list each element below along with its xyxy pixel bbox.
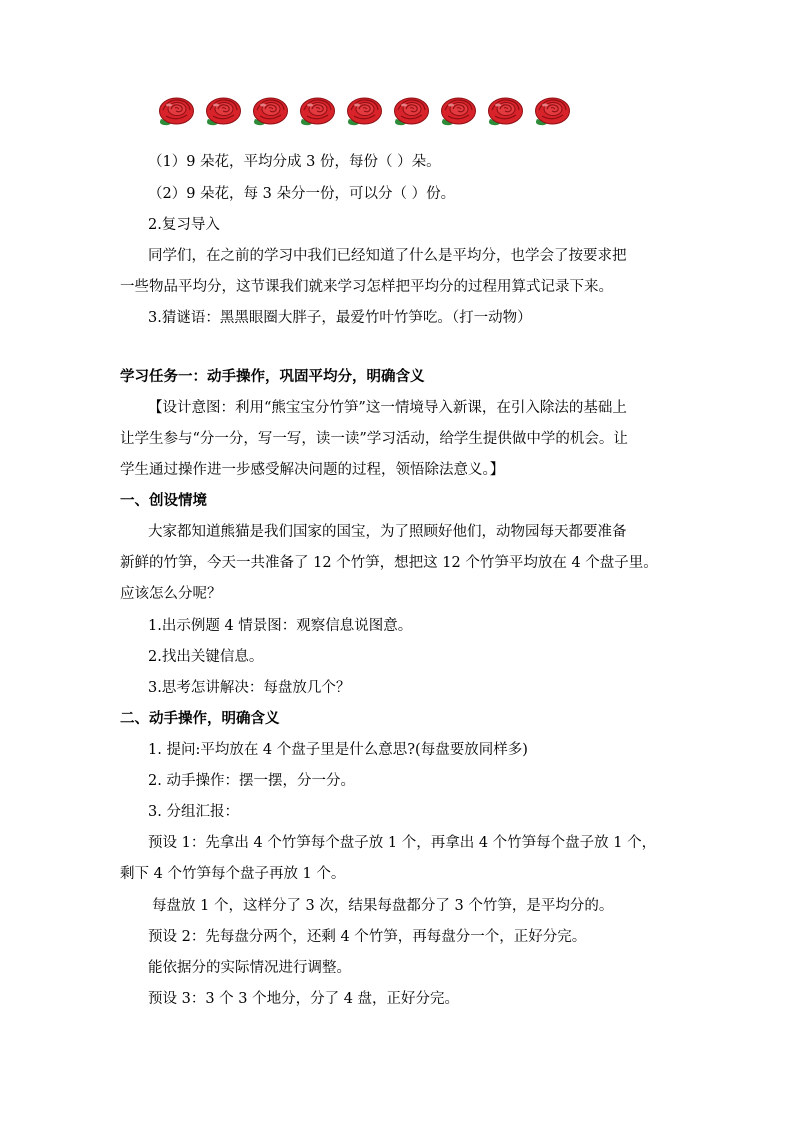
section1-paragraph-line-3: 应该怎么分呢？ [120, 586, 222, 602]
section2-step-3: 3. 分组汇报： [148, 804, 239, 820]
section2-step-2: 2. 动手操作：摆一摆，分一分。 [148, 773, 355, 789]
review-paragraph-line-1: 同学们，在之前的学习中我们已经知道了什么是平均分，也学会了按要求把 [148, 248, 627, 264]
riddle: 3.猜谜语：黑黑眼圈大胖子，最爱竹叶竹笋吃。（打一动物） [148, 310, 532, 326]
adjust-note: 能依据分的实际情况进行调整。 [148, 960, 351, 976]
task1-title: 学习任务一：动手操作，巩固平均分，明确含义 [120, 368, 425, 385]
review-heading: 2.复习导入 [148, 217, 220, 233]
rose-icon [252, 95, 289, 127]
rose-icon [346, 95, 383, 127]
rose-icon [487, 95, 524, 127]
design-intent-line-3: 学生通过操作进一步感受解决问题的过程，领悟除法意义。】 [120, 462, 505, 478]
rose-icon [534, 95, 571, 127]
section1-step-3: 3.思考怎讲解决：每盘放几个？ [148, 680, 351, 696]
rose-icon [205, 95, 242, 127]
preset-1-line-2: 剩下 4 个竹笋每个盘子再放 1 个。 [120, 866, 346, 882]
section2-step-1: 1. 提问:平均放在 4 个盘子里是什么意思?(每盘要放同样多) [148, 742, 528, 758]
preset-2: 预设 2：先每盘分两个，还剩 4 个竹笋，再每盘分一个，正好分完。 [148, 929, 587, 945]
rose-icon [158, 95, 195, 127]
rose-icon [440, 95, 477, 127]
rose-row [158, 95, 578, 129]
section1-paragraph-line-2: 新鲜的竹笋，今天一共准备了 12 个竹笋，想把这 12 个竹笋平均放在 4 个盘子里。 [120, 555, 658, 571]
design-intent-line-1: 【设计意图：利用“熊宝宝分竹笋”这一情境导入新课，在引入除法的基础上 [148, 400, 627, 416]
warmup-question-1: （1）9 朵花，平均分成 3 份，每份（ ）朵。 [148, 154, 441, 170]
section1-heading: 一、创设情境 [120, 492, 207, 509]
section2-heading: 二、动手操作，明确含义 [120, 710, 280, 727]
preset-1-line-3: 每盘放 1 个，这样分了 3 次，结果每盘都分了 3 个竹笋，是平均分的。 [152, 898, 614, 914]
section1-step-2: 2.找出关键信息。 [148, 649, 264, 665]
warmup-question-2: （2）9 朵花，每 3 朵分一份，可以分（ ）份。 [148, 186, 456, 202]
section1-step-1: 1.出示例题 4 情景图：观察信息说图意。 [148, 618, 413, 634]
preset-3: 预设 3：3 个 3 个地分，分了 4 盘，正好分完。 [148, 991, 460, 1007]
rose-icon [299, 95, 336, 127]
preset-1-line-1: 预设 1：先拿出 4 个竹笋每个盘子放 1 个，再拿出 4 个竹笋每个盘子放 1 个， [148, 835, 657, 851]
design-intent-line-2: 让学生参与“分一分，写一写，读一读”学习活动，给学生提供做中学的机会。让 [120, 431, 628, 447]
section1-paragraph-line-1: 大家都知道熊猫是我们国家的国宝，为了照顾好他们，动物园每天都要准备 [148, 524, 627, 540]
review-paragraph-line-2: 一些物品平均分，这节课我们就来学习怎样把平均分的过程用算式记录下来。 [120, 279, 613, 295]
rose-icon [393, 95, 430, 127]
